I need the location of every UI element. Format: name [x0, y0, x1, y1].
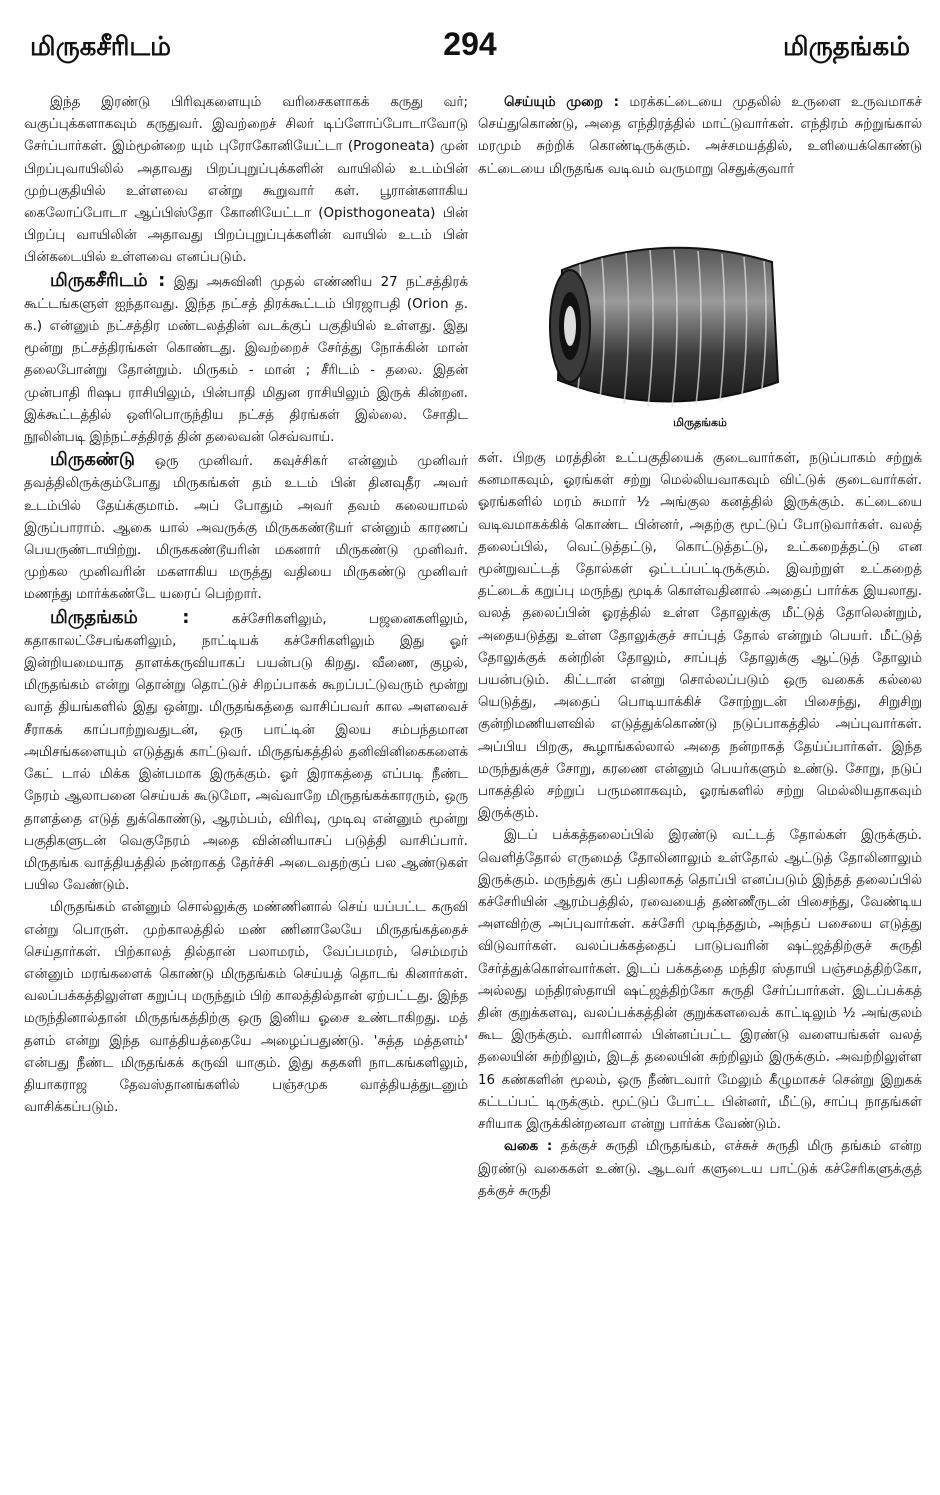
entry-heading-mirugandu: மிருகண்டு [50, 449, 135, 471]
entry-heading-mirudangam: மிருதங்கம் : [50, 606, 190, 628]
making-method-text: மரக்கட்டையை முதலில் உருளை உருவமாகச் செய்துகொண்டு, அதை எந்திரத்தில் மாட்டுவார்கள். எந்திரம் சுற்றுங்கால் மரமும் சுற்றிக் கொண்டிருக்கும். அச்சமயத்தில், உளியைக்கொண்டு கட்டையை மிருதங்க வடிவம் வருமாறு செதுக்குவார் [478, 95, 922, 177]
etymology-paragraph: மிருதங்கம் என்னும் சொல்லுக்கு மண்ணினால் செய் யப்பட்ட கருவி என்று பொருள். முற்காலத்தில் மண் ணினாலேயே மிருதங்கத்தைச் செய்தார்கள். பிற்காலத் தில்தான் பலாமரம், வேப்பமரம், செம்மரம் என்னும் மரங்களைக் கொண்டு மிருதங்கம் செய்யத் தொடங் கினார்கள். வலப்பக்கத்திலுள்ள கறுப்பு மருந்தும் பிற் காலத்தில்தான் ஏற்பட்டது. இந்த மருந்தினால்தான் மிருதங்கத்திற்கு ஒரு இனிய ஓசை உண்டாகிறது. மத் தளம் என்று இந்த வாத்தியத்தையே அழைப்பதுண்டு. 'சுத்த மத்தளம்' என்பது நீண்ட மிருதங்கக் கருவி யாகும். இது கதகளி நாடகங்களிலும், தியாகராஜ தேவஸ்தானங்களில் பஞ்சமுக வாத்தியத்துடனும் வாசிக்கப்படும். [24, 900, 468, 1116]
making-method-paragraph [478, 92, 922, 181]
running-head-left: மிருகசீரிடம் [30, 32, 172, 62]
subheading-making-method: செய்யும் முறை : [504, 95, 620, 110]
right-column-bottom [478, 448, 922, 1448]
running-head-right: மிருதங்கம் [783, 32, 910, 62]
intro-paragraph: இந்த இரண்டு பிரிவுகளையும் வரிசைகளாகக் கருது வர்; வகுப்புக்களாகவும் கருதுவர். இவற்றைச் சிலர் டிப்ளோப்போடாவோடு சேர்ப்பார்கள். இம்மூன்றை யும் புரோகோனியேட்டா (Progoneata) முன் பிறப்புவாயிலில் அதாவது பிறப்புறுப்புக்களின் வாயிலில் உடம்பின் முற்பகுதியில் உள்ளவை என்று கூறுவார் கள். பூரான்களாகிய கைலோப்போடா ஆப்பிஸ்தோ கோனியேட்டா (Opisthogoneata) பின் பிறப்பு வாயிலின் அதாவது பிறப்புறுப்புக்களின் வாயில் உடம் பின் பின்கடையில் உள்ளவை எனப்படும். [24, 95, 468, 266]
types-paragraph [478, 1136, 922, 1203]
entry-mirugandu [24, 449, 468, 606]
left-head-paragraph: இடப் பக்கத்தலைப்பில் இரண்டு வட்டத் தோல்கள் இருக்கும். வெளித்தோல் எருமைத் தோலினாலும் உள்தோல் ஆட்டுத் தோலினாலும் இருக்கும். மருந்துக் குப் பதிலாகத் தொப்பி எனப்படும் இந்தத் தலைப்பில் கச்சேரியின் ஆரம்பத்தில், ரவையைத் தண்ணீருடன் பிசைந்து, வேண்டிய அளவிற்கு அப்புவார்கள். கச்சேரி முடிந்ததும், அந்தப் பசையை எடுத்து விடுவார்கள். வலப்பக்கத்தைப் பாடுபவரின் ஷட்ஜத்திற்குச் சுருதி சேர்த்துக்கொள்வார்கள். இடப் பக்கத்தை மந்திர ஸ்தாயி பஞ்சமத்திற்கோ, அல்லது மந்திரஸ்தாயி ஷட்ஜத்திற்கோ சுருதி சேர்ப்பார்கள். இடப்பக்கத் தின் குறுக்களவு, வலப்பக்கத்தின் குறுக்களவைக் காட்டிலும் ½ அங்குலம் கூட இருக்கும். வாரினால் பின்னப்பட்ட இரண்டு வளையங்கள் வலத் தலையின் சுற்றிலும், இடத் தலையின் சுற்றிலும் இருக்கும். அவற்றிலுள்ள 16 கண்களின் மூலம், ஒரு நீண்டவார் மேலும் கீழுமாகச் சென்று இறுகக் கட்டப்பட் டிருக்கும். மூட்டுப் போட்ட பின்னர், மீட்டு, சாப்பு நாதங்கள் சரியாக இருக்கின்றனவா என்று பார்க்க வேண்டும். [478, 828, 922, 1133]
entry-body-mirudangam: கச்சேரிகளிலும், பஜனைகளிலும், கதாகாலட்சேபங்களிலும், நாட்டியக் கச்சேரிகளிலும் இது ஓர் இன்றியமையாத தாளக்கருவியாகப் பயன்படு கிறது. வீணை, குழல், மிருதங்கம் என்று தொன்று தொட்டுச் சிறப்பாகக் கூறப்பட்டுவரும் மூன்று வாத் தியங்களில் இது ஒன்று. மிருதங்கத்தை வாசிப்பவர் கால அளவைச் சீராகக் காப்பாற்றுவதுடன், ஒரு பாட்டின் இலய சம்பந்தமான அமிசங்களையும் எடுத்துக் காட்டுவர். மிருதங்கத்தில் தனிவினிகைகளைக் கேட் டால் மிக்க இன்பமாக இருக்கும். ஓர் இராகத்தை எப்படி நீண்ட நேரம் ஆலாபனை செய்யக் கூடுமோ, அவ்வாறே மிருதங்கக்காரரும், ஒரு தாளத்தை எடுத் துக்கொண்டு, ஆரம்பம், விரிவு, முடிவு என்னும் மூன்று பகுதிகளுடன் வெகுநேரம் அதை வின்னியாசப் படுத்தி வாசிப்பார். மிருதங்க வாத்தியத்தில் நன்றாகத் தேர்ச்சி அடைவதற்குப் பல ஆண்டுகள் பயில வேண்டும். [24, 611, 468, 894]
left-column [24, 92, 468, 1442]
page-number: 294 [443, 26, 497, 62]
mridangam-drum-illustration [540, 232, 790, 412]
subheading-types: வகை : [504, 1139, 553, 1155]
entry-body-mirugasiridam: இது அசுவினி முதல் எண்ணிய 27 நட்சத்திரக் கூட்டங்களுள் ஐந்தாவது. இந்த நட்சத் திரக்கூட்டம் பிரஜாபதி (Orion த. க.) என்னும் நட்சத்திர மண்டலத்தின் வடக்குப் பகுதியில் உள்ளது. இது மூன்று நட்சத்திரங்கள் கொண்டது. இவற்றைச் சேர்த்து நோக்கின் மான் தலைபோன்று தோன்றும். மிருகம் - மான் ; சீரிடம் - தலை. இதன் முன்பாதி ரிஷப ராசியிலும், பின்பாதி மிதுன ராசியிலும் இருக் கின்றன. இக்கூட்டத்தில் ஒளிபொருந்திய நட்சத் திரங்கள் இல்லை. சோதிட நூலின்படி இந்நட்சத்திரத் தின் தலைவன் செவ்வாய். [24, 274, 468, 446]
entry-heading-mirugasiridam: மிருகசீரிடம் : [50, 269, 166, 291]
entry-mirugasiridam [24, 270, 468, 450]
figure-caption: மிருதங்கம் [673, 416, 727, 429]
page-header [0, 0, 940, 70]
right-column-top [478, 92, 922, 202]
types-text: தக்குச் சுருதி மிருதங்கம், எச்சுச் சுருதி மிரு தங்கம் என்ற இரண்டு வகைகள் உண்டு. ஆடவர் களுடைய பாட்டுக் கச்சேரிகளுக்குத் தக்குச் சுருதி [478, 1139, 922, 1199]
entry-body-mirugandu: ஒரு முனிவர். கவுச்சிகர் என்னும் முனிவர் தவத்திலிருக்கும்போது மிருகங்கள் தம் உடம் பின் தினவுதீர அவர் உடம்பில் தேய்க்குமாம். அப் போதும் அவர் தவம் கலையாமல் இருப்பாராம். ஆகை யால் அவருக்கு மிருககண்டூயர் என்னும் காரணப் பெயருண்டாயிற்று. மிருககண்டூயரின் மகனார் மிருகண்டு முனிவர். முற்கல முனிவரின் மகளாகிய மருத்து வதியை மிருகண்டு முனிவர் மணந்து மார்க்கண்டே யரைப் பெற்றார். [24, 454, 468, 603]
entry-mirudangam [24, 607, 468, 898]
construction-paragraph: கள். பிறகு மரத்தின் உட்பகுதியைக் குடைவார்கள், நடுப்பாகம் சற்றுக் கனமாகவும், ஓரங்கள் சற்று மெல்லியவாகவும் விட்டுக் குடைவார்கள். ஓரங்களில் மரம் சுமார் ½ அங்குல கனத்தில் இருக்கும். கட்டையை வடிவமாகக்கிக் கொண்ட பின்னர், அதற்கு மூட்டுப் போடுவார்கள். வலத் தலைப்பில், வெட்டுத்தட்டு, கொட்டுத்தட்டு, உட்கறைத்தட்டு என மூன்றுவட்டத் தோல்கள் ஒட்டப்பட்டிருக்கும். இவற்றுள் உட்கறைத் தட்டைக் கறுப்பு மருந்து மூடிக் கொள்வதினால் அதைப் பார்க்க இயலாது. வலத் தலைப்பின் ஓரத்தில் உள்ள தோலுக்கு மீட்டுத் தோலென்றும், அதையடுத்து உள்ள தோலுக்குச் சாப்புத் தோல் என்றும் பெயர். மீட்டுத் தோலுக்குக் கன்றின் தோலும், சாப்புத் தோலுக்கு ஆட்டுத் தோலும் பயன்படும். கிட்டான் என்று சொல்லப்படும் ஒரு வகைக் கல்லை யெடுத்து, அதைப் பொடியாக்கிச் சோற்றுடன் பிசைந்து, சிறுசிறு குன்றிமணியளவில் எடுத்துக்கொண்டு நடுப்பாகத்தில் அப்புவார்கள். அப்பிய பிறகு, கூழாங்கல்லால் அதை நன்றாகத் தேய்ப்பார்கள். இந்த மருந்துக்குச் சோறு, கரணை என்னும் பெயர்களும் உண்டு. சோறு, நடுப் பாகத்தில் சற்றுப் பருமனாகவும், ஓரங்களில் சற்று மெல்லியதாகவும் இருக்கும். [478, 451, 922, 822]
